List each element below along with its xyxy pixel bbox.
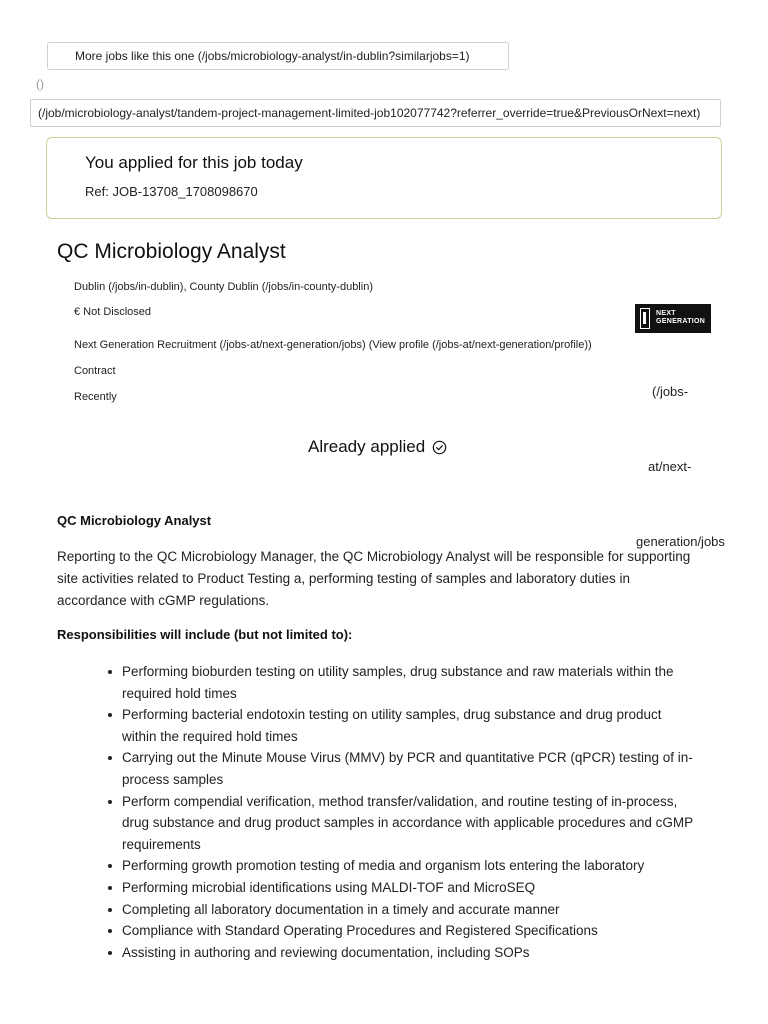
job-contract-type: Contract [74,365,116,377]
responsibilities-list [122,661,697,963]
description-heading: QC Microbiology Analyst [57,513,212,528]
applied-notice [46,137,722,219]
previous-job-link[interactable]: () [36,77,44,91]
list-item: Carrying out the Minute Mouse Virus (MMV) by PCR and quantitative PCR (qPCR) testing of in-process samples [122,747,697,790]
description-intro: Reporting to the QC Microbiology Manager, the QC Microbiology Analyst will be responsible for supporting site activities related to Product Testing a, performing testing of samples and laboratory duties in accordance with cGMP regulations. [57,549,691,608]
check-circle-icon [432,440,447,455]
list-item: Perform compendial verification, method transfer/validation, and routine testing of in-process, drug substance and drug product samples in accordance with applicable procedures and cGMP requirements [122,791,697,856]
responsibilities-heading: Responsibilities will include (but not limited to): [57,627,353,642]
job-posted: Recently [74,391,117,403]
page-title: QC Microbiology Analyst [57,240,286,263]
list-item: Completing all laboratory documentation in a timely and accurate manner [122,899,697,921]
logo-link-fragment[interactable]: (/jobs- [652,384,689,399]
list-item: Performing bacterial endotoxin testing on utility samples, drug substance and drug product within the required hold times [122,704,697,747]
applied-notice-title: You applied for this job today [85,153,303,172]
already-applied-button[interactable] [308,437,447,457]
more-jobs-link[interactable]: More jobs like this one (/jobs/microbiology-analyst/in-dublin?similarjobs=1) [47,42,509,70]
list-item: Assisting in authoring and reviewing documentation, including SOPs [122,942,697,964]
job-location[interactable]: Dublin (/jobs/in-dublin), County Dublin (/jobs/in-county-dublin) [74,281,373,293]
applied-notice-ref: Ref: JOB-13708_1708098670 [85,184,258,199]
logo-link-fragment[interactable]: generation/jobs [636,534,725,549]
logo-text: NEXT GENERATION [656,310,706,325]
list-item: Performing bioburden testing on utility samples, drug substance and raw materials within the required hold times [122,661,697,704]
job-recruiter[interactable]: Next Generation Recruitment (/jobs-at/next-generation/jobs) (View profile (/jobs-at/next-generation/profile)) [74,339,592,351]
company-logo[interactable] [635,304,711,333]
list-item: Performing microbial identifications using MALDI-TOF and MicroSEQ [122,877,697,899]
already-applied-label: Already applied [308,437,426,456]
logo-mark-icon [640,308,650,329]
job-salary: € Not Disclosed [74,306,152,318]
list-item: Performing growth promotion testing of media and organism lots entering the laboratory [122,855,697,877]
list-item: Compliance with Standard Operating Procedures and Registered Specifications [122,920,697,942]
next-job-link[interactable]: (/job/microbiology-analyst/tandem-project-management-limited-job102077742?referrer_override=true&PreviousOrNext=next) [30,99,721,127]
logo-link-fragment[interactable]: at/next- [648,459,692,474]
